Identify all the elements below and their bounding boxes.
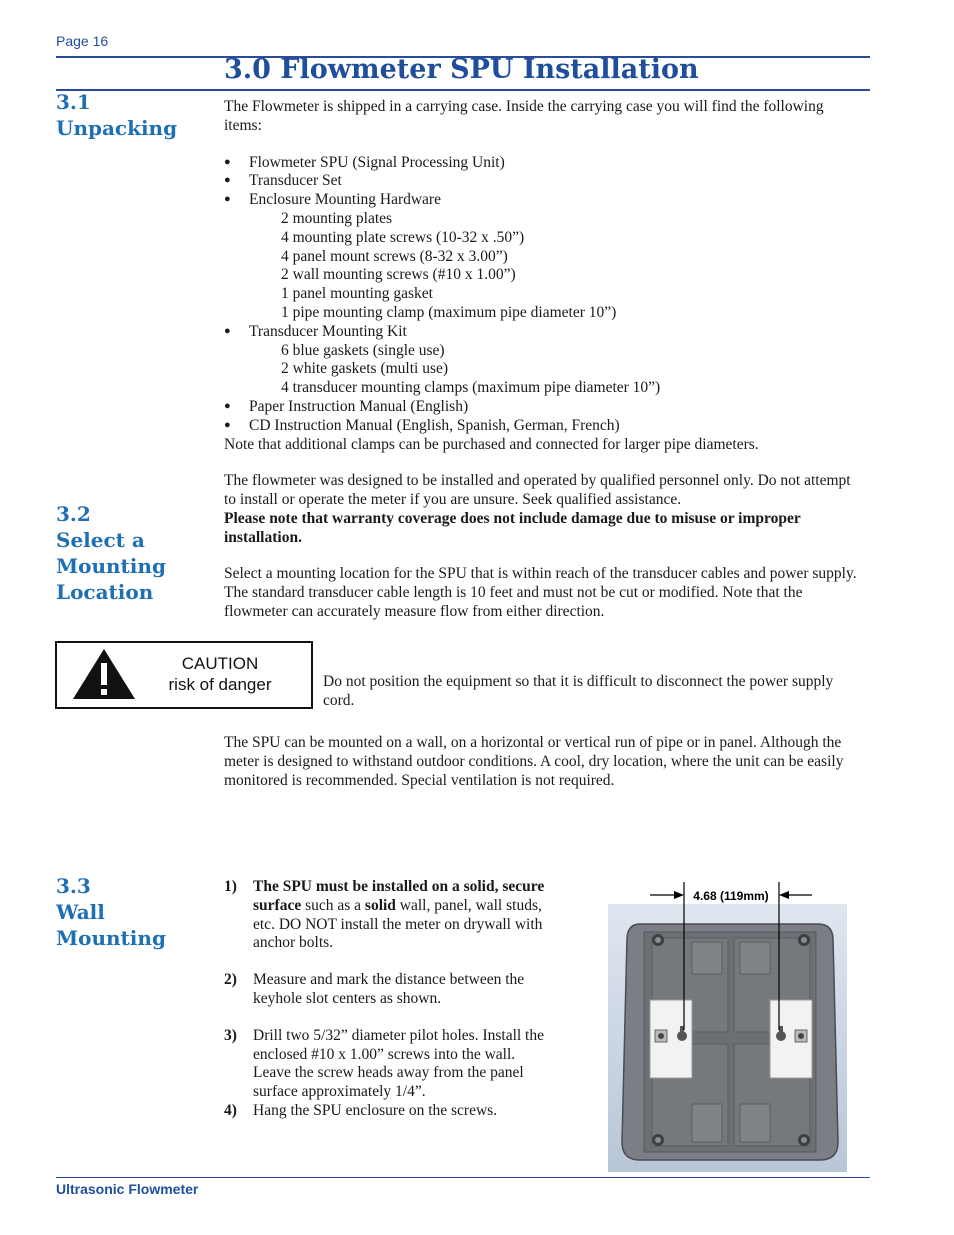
section-heading-unpacking — [56, 89, 216, 141]
section-name-line: Select a — [56, 528, 145, 552]
bullet-icon: ● — [224, 174, 231, 187]
contents-sub-item: 4 panel mount screws (8-32 x 3.00”) — [281, 247, 508, 265]
section-name-line: Mounting — [56, 926, 166, 950]
footer-rule — [56, 1177, 870, 1178]
section-name: Unpacking — [56, 116, 178, 140]
caution-text: Do not position the equipment so that it is difficult to disconnect the power supply cord. — [323, 673, 834, 709]
section-name-line: Location — [56, 580, 154, 604]
step-1-text: such as a — [301, 896, 365, 914]
step-4-text: Hang the SPU enclosure on the screws. — [253, 1101, 498, 1119]
step-1-bold-solid: solid — [364, 896, 396, 914]
unpacking-content — [224, 98, 864, 548]
step-number: 3) — [224, 1026, 237, 1044]
contents-list-item — [224, 172, 864, 191]
step-2-text: Measure and mark the distance between the keyhole slot centers as shown. — [253, 971, 525, 1007]
contents-sub-item: 4 transducer mounting clamps (maximum pipe diameter 10”) — [281, 379, 661, 397]
warning-triangle-icon — [71, 648, 137, 700]
caution-title: CAUTION — [181, 654, 259, 673]
section-heading-wall-mounting — [56, 873, 216, 951]
step-3 — [224, 1027, 554, 1102]
step-4 — [224, 1102, 554, 1121]
clamps-note: Note that additional clamps can be purchased and connected for larger pipe diameters. — [224, 435, 759, 453]
keyhole-spacing-diagram — [600, 880, 860, 1180]
section-heading-location — [56, 501, 216, 605]
caution-box — [55, 641, 313, 709]
contents-sub-item: 4 mounting plate screws (10-32 x .50”) — [281, 228, 525, 246]
bullet-icon: ● — [224, 155, 231, 168]
bullet-icon: ● — [224, 324, 231, 337]
section-name-line: Wall — [56, 900, 105, 924]
mounting-options-paragraph: The SPU can be mounted on a wall, on a horizontal or vertical run of pipe or in panel. Although the meter is designed to withstand outdoor conditions. A cool, dry location, where the unit can be easily monitored is recommended. Special ventilation is not required. — [224, 734, 844, 789]
contents-list-item — [224, 154, 864, 173]
qualified-personnel-text: The flowmeter was designed to be installed and operated by qualified personnel only. Do not attempt to install or operate the meter if you are unsure. Seek qualified assistance. — [224, 472, 851, 509]
location-paragraph: Select a mounting location for the SPU that is within reach of the transducer cables and power supply. The standard transducer cable length is 10 feet and must not be cut or modified. Note that the flowmeter can accurately measure flow from either direction. — [224, 565, 857, 620]
footer-title: Ultrasonic Flowmeter — [56, 1181, 199, 1197]
contents-sub-item: 1 panel mounting gasket — [281, 285, 433, 303]
contents-item-label: Transducer Set — [249, 172, 342, 190]
contents-item-label: Paper Instruction Manual (English) — [249, 397, 469, 415]
page-number: Page 16 — [56, 33, 109, 49]
contents-sub-item: 2 mounting plates — [281, 209, 393, 227]
dimension-label: 4.68 (119mm) — [693, 889, 769, 903]
contents-list-item — [224, 417, 864, 436]
contents-list-item — [224, 323, 864, 342]
contents-item-label: Enclosure Mounting Hardware — [249, 191, 441, 209]
contents-sub-item: 6 blue gaskets (single use) — [281, 341, 445, 359]
contents-sub-item: 2 wall mounting screws (#10 x 1.00”) — [281, 266, 516, 284]
bullet-icon: ● — [224, 418, 231, 431]
contents-sub-item: 2 white gaskets (multi use) — [281, 360, 449, 378]
warranty-notice: Please note that warranty coverage does not include damage due to misuse or improper installation. — [224, 509, 801, 546]
section-number: 3.1 — [56, 90, 91, 114]
contents-list-item — [224, 398, 864, 417]
step-2 — [224, 971, 554, 1009]
step-1-text-end: wall, panel, wall studs, etc. DO NOT install the meter on drywall with anchor bolts. — [253, 896, 543, 952]
contents-item-label: Transducer Mounting Kit — [249, 322, 407, 340]
bullet-icon: ● — [224, 193, 231, 206]
step-3-text: Drill two 5/32” diameter pilot holes. Install the enclosed #10 x 1.00” screws into the wall. Leave the screw heads away from the panel surface approximately 1/4”. — [253, 1026, 544, 1101]
bullet-icon: ● — [224, 399, 231, 412]
unpacking-intro: The Flowmeter is shipped in a carrying case. Inside the carrying case you will find the following items: — [224, 98, 824, 134]
contents-list-item — [224, 191, 864, 210]
contents-sub-item: 1 pipe mounting clamp (maximum pipe diameter 10”) — [281, 303, 617, 321]
page-title: 3.0 Flowmeter SPU Installation — [224, 54, 699, 85]
wall-mounting-steps — [224, 878, 554, 1121]
contents-item-label: Flowmeter SPU (Signal Processing Unit) — [249, 153, 505, 171]
section-number: 3.3 — [56, 874, 91, 898]
caution-subtitle: risk of danger — [168, 675, 272, 694]
step-1 — [224, 878, 554, 953]
step-number: 2) — [224, 971, 237, 989]
step-1-bold: The SPU must be installed on a solid, secure surface — [253, 878, 545, 914]
step-number: 1) — [224, 878, 237, 895]
section-name-line: Mounting — [56, 554, 166, 578]
contents-list — [224, 154, 864, 436]
enclosure-back-illustration — [600, 880, 860, 1180]
section-number: 3.2 — [56, 502, 91, 526]
step-number: 4) — [224, 1101, 237, 1119]
caution-label — [155, 653, 285, 695]
contents-item-label: CD Instruction Manual (English, Spanish, German, French) — [249, 416, 620, 434]
